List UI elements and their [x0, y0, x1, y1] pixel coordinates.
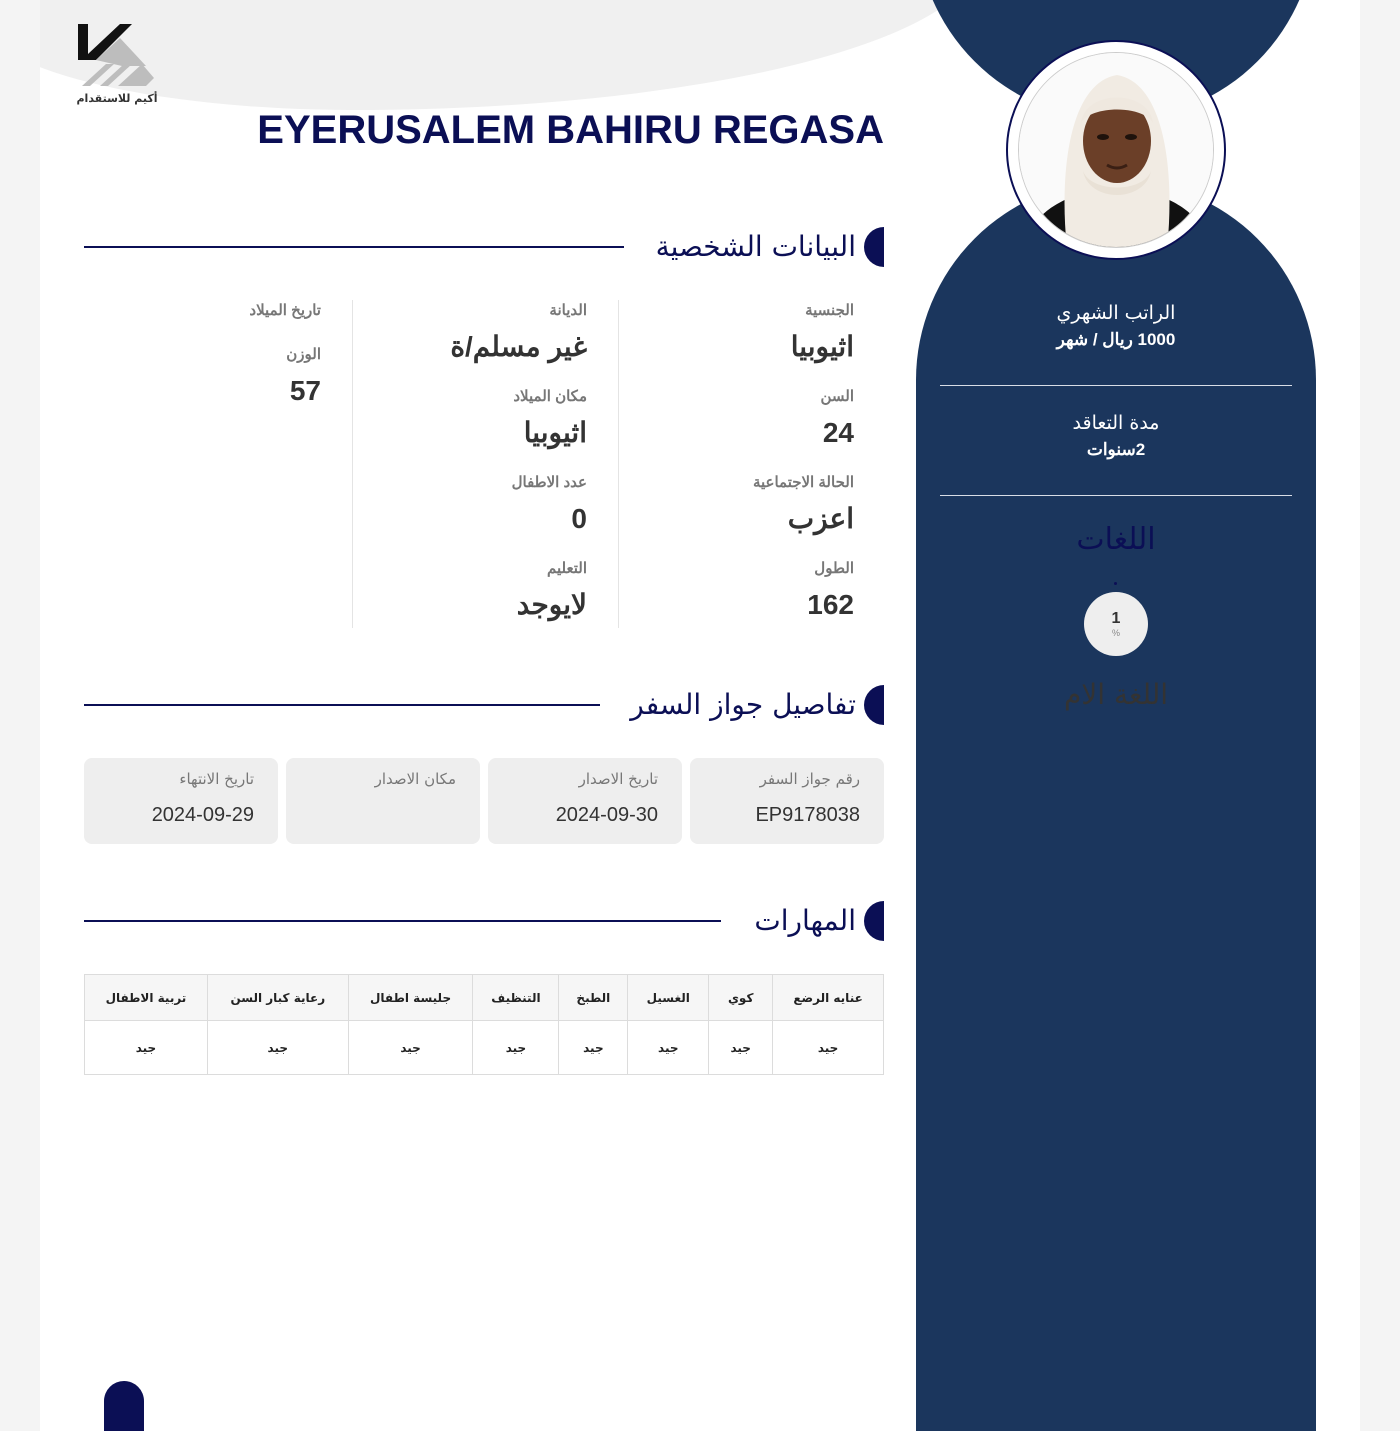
section-title: تفاصيل جواز السفر — [630, 688, 856, 721]
languages-title: اللغات — [1076, 522, 1156, 557]
passport-number-label: رقم جواز السفر — [759, 770, 860, 788]
sidebar — [916, 0, 1316, 1431]
age-label: السن — [820, 388, 854, 405]
weight-label: الوزن — [286, 346, 321, 363]
candidate-name: EYERUSALEM BAHIRU REGASA — [257, 108, 884, 152]
skill-value: جيد — [348, 1021, 473, 1075]
skills-table — [84, 974, 884, 1075]
contract-block — [940, 412, 1292, 460]
logo-mark-icon — [76, 20, 158, 90]
expiry-date-card — [84, 758, 278, 844]
section-cap — [864, 685, 884, 725]
section-title: المهارات — [754, 904, 856, 937]
cv-page — [40, 0, 1360, 1431]
marital-label: الحالة الاجتماعية — [752, 474, 854, 491]
language-name: اللغة الام — [1063, 678, 1169, 711]
section-cap — [864, 227, 884, 267]
skill-value: جيد — [473, 1021, 559, 1075]
language-level-circle — [1084, 592, 1148, 656]
language-level-value: 1 — [1111, 610, 1121, 627]
section-personal-header — [84, 225, 884, 269]
expiry-date-label: تاريخ الانتهاء — [179, 770, 254, 788]
section-skills-header — [84, 899, 884, 943]
section-cap — [864, 901, 884, 941]
sidebar-divider — [940, 495, 1292, 496]
nationality-value: اثيوبيا — [790, 331, 854, 362]
expiry-date-value: 2024-09-29 — [151, 804, 254, 826]
marital-value: اعزب — [787, 503, 854, 534]
religion-value: غير مسلم/ة — [450, 331, 587, 362]
skill-value: جيد — [559, 1021, 628, 1075]
salary-label: الراتب الشهري — [1056, 302, 1176, 324]
passport-number-value: EP9178038 — [755, 804, 860, 826]
birthplace-label: مكان الميلاد — [513, 388, 587, 405]
skill-header: الغسيل — [628, 975, 709, 1021]
sidebar-divider — [940, 385, 1292, 386]
section-line — [84, 246, 624, 248]
height-label: الطول — [814, 560, 854, 577]
education-label: التعليم — [547, 560, 587, 577]
company-logo — [76, 20, 158, 110]
skill-header: التنظيف — [473, 975, 559, 1021]
profile-photo — [1018, 52, 1214, 248]
issue-date-label: تاريخ الاصدار — [578, 770, 658, 788]
religion-label: الديانة — [549, 302, 587, 319]
header-curve — [40, 0, 980, 110]
skill-header: كوي — [709, 975, 773, 1021]
skill-value: جيد — [85, 1021, 208, 1075]
personal-col-2 — [370, 300, 587, 644]
skill-header: الطبخ — [559, 975, 628, 1021]
skill-value: جيد — [207, 1021, 348, 1075]
skill-value: جيد — [709, 1021, 773, 1075]
contract-value: 2سنوات — [1086, 440, 1146, 459]
profile-photo-frame — [1006, 40, 1226, 260]
passport-number-card — [690, 758, 884, 844]
column-divider — [618, 300, 619, 628]
section-title: البيانات الشخصية — [655, 230, 856, 263]
column-divider — [352, 300, 353, 628]
logo-text: أكيم للاستقدام — [76, 92, 158, 105]
sidebar-body — [916, 180, 1316, 1431]
weight-value: 57 — [289, 375, 321, 406]
issue-date-card — [488, 758, 682, 844]
height-value: 162 — [807, 589, 854, 620]
personal-col-1 — [640, 300, 854, 644]
skill-header: رعاية كبار السن — [207, 975, 348, 1021]
skill-header: تربية الاطفال — [85, 975, 208, 1021]
children-value: 0 — [571, 503, 587, 534]
nationality-label: الجنسية — [805, 302, 854, 319]
section-passport-header — [84, 683, 884, 727]
contract-label: مدة التعاقد — [1072, 412, 1160, 434]
footer-tab-decoration — [104, 1381, 144, 1431]
person-avatar-icon — [1019, 53, 1214, 248]
issue-place-label: مكان الاصدار — [374, 770, 456, 788]
birthdate-label: تاريخ الميلاد — [249, 302, 321, 319]
skill-value: جيد — [628, 1021, 709, 1075]
section-line — [84, 920, 721, 922]
children-label: عدد الاطفال — [511, 474, 587, 491]
language-level-percent: % — [1111, 628, 1120, 638]
birthplace-value: اثيوبيا — [523, 417, 587, 448]
skill-header: جليسة اطفال — [348, 975, 473, 1021]
skill-value: جيد — [773, 1021, 884, 1075]
education-value: لايوجد — [516, 589, 587, 620]
age-value: 24 — [822, 417, 854, 448]
birthdate-value — [120, 322, 321, 344]
issue-place-card — [286, 758, 480, 844]
issue-date-value: 2024-09-30 — [555, 804, 658, 826]
salary-value: 1000 ريال / شهر — [1056, 330, 1176, 349]
skill-header: عنايه الرضع — [773, 975, 884, 1021]
bullet-dot — [1114, 582, 1117, 585]
skills-header-row — [85, 975, 884, 1021]
salary-block — [940, 302, 1292, 350]
personal-col-3 — [120, 300, 321, 430]
section-line — [84, 704, 600, 706]
skills-value-row — [85, 1021, 884, 1075]
